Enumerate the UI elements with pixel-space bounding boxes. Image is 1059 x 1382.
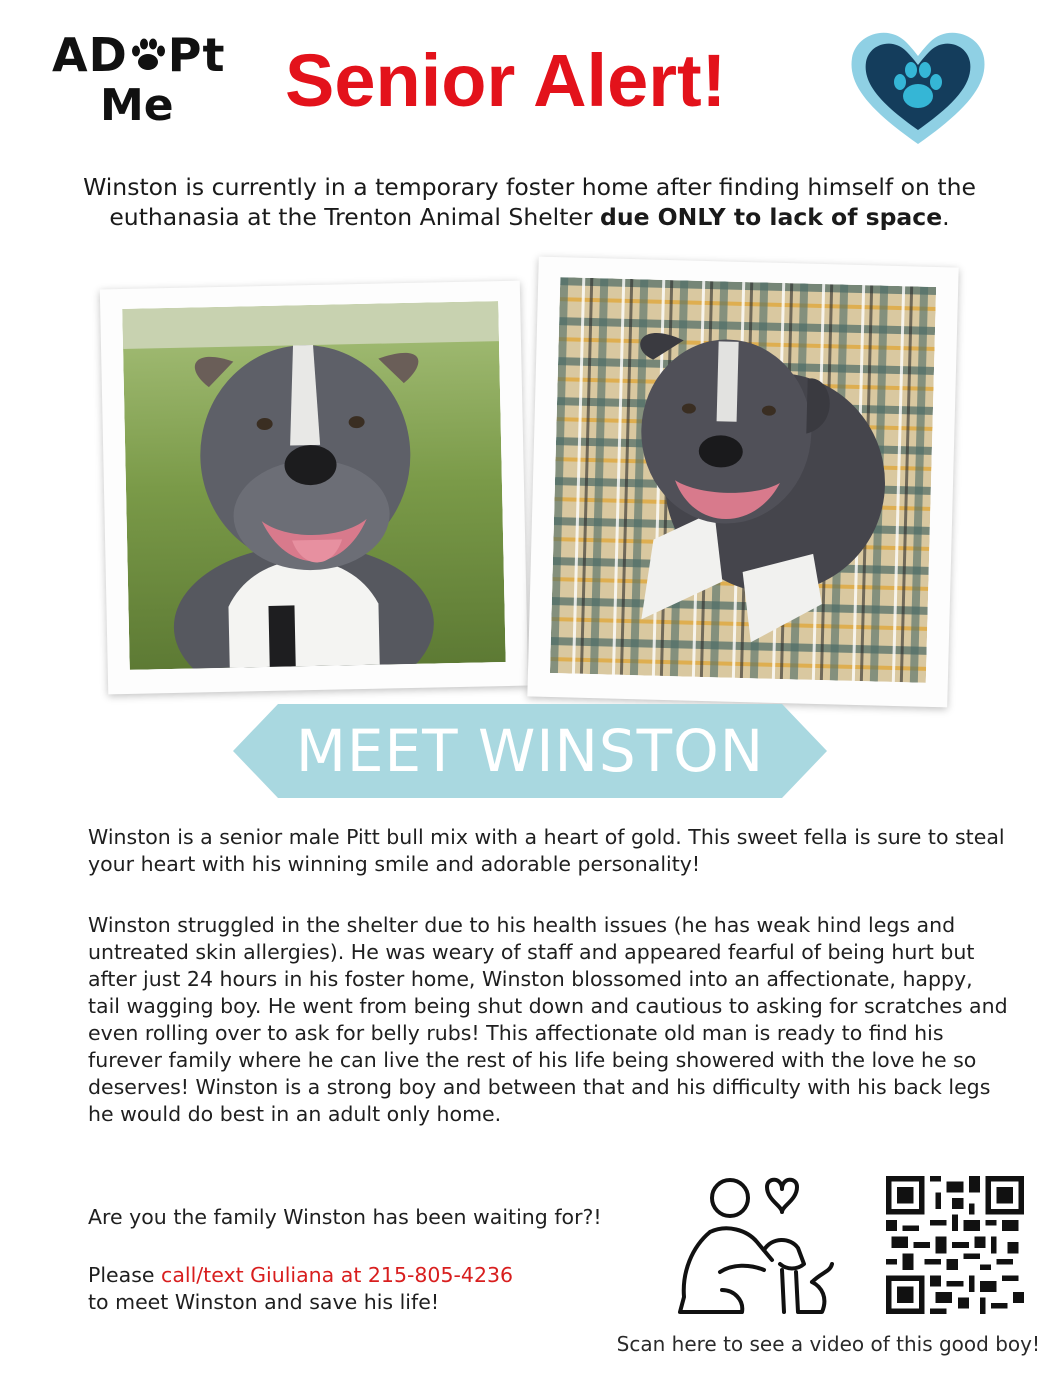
body-paragraph-2: Winston struggled in the shelter due to his health issues (he has weak hind legs and untreated skin allergies). He was weary of staff and appeared fearful of being hurt but after just 24 hours in his foster home, Winston blossomed into an affectionate, happy, tail wagging boy. He went from being shut down and cautious to asking for scratches and even rolling over to ask for belly rubs! This affectionate old man is ready to find his furever family where he can live the rest of his life being showered with the love he so deserves! Winston is a strong boy and between that and his difficulty with his back legs he would do best in an adult only home.	[88, 913, 1008, 1126]
intro-bold: due ONLY to lack of space	[600, 203, 943, 231]
logo-line2: Me	[100, 80, 174, 131]
page-title: Senior Alert!	[285, 39, 727, 122]
intro-main: Winston is currently in a temporary foster home after finding himself on the euthanasia at the Trenton Animal Shelter	[83, 173, 976, 231]
winston-photo-blanket	[527, 257, 958, 708]
qr-code[interactable]	[886, 1176, 1024, 1314]
contact-suffix: to meet Winston and save his life!	[88, 1290, 440, 1314]
intro-end: .	[942, 203, 950, 231]
dog-photo-blanket	[550, 277, 936, 683]
body-paragraph-1: Winston is a senior male Pitt bull mix with a heart of gold. This sweet fella is sure to steal your heart with his winning smile and adorable personality!	[88, 825, 1005, 876]
banner-text: MEET WINSTON	[295, 717, 765, 785]
scan-caption: Scan here to see a video of this good boy!	[616, 1332, 1040, 1356]
intro-text	[20, 172, 1039, 232]
body-paragraph-3: Are you the family Winston has been waiting for?!	[88, 1205, 602, 1229]
paw-icon	[128, 35, 168, 75]
logo-line1: AD Pt	[52, 28, 226, 82]
winston-photo-grass	[100, 281, 528, 695]
adopt-me-logo	[52, 28, 252, 138]
body-paragraph-4	[88, 1262, 1008, 1316]
contact-prefix: Please	[88, 1263, 162, 1287]
heart-paw-icon	[848, 24, 988, 150]
meet-winston-banner	[233, 704, 827, 798]
dog-photo-grass	[122, 301, 505, 670]
person-pet-heart-icon	[672, 1172, 834, 1320]
contact-link[interactable]: call/text Giuliana at 215-805-4236	[161, 1263, 514, 1287]
